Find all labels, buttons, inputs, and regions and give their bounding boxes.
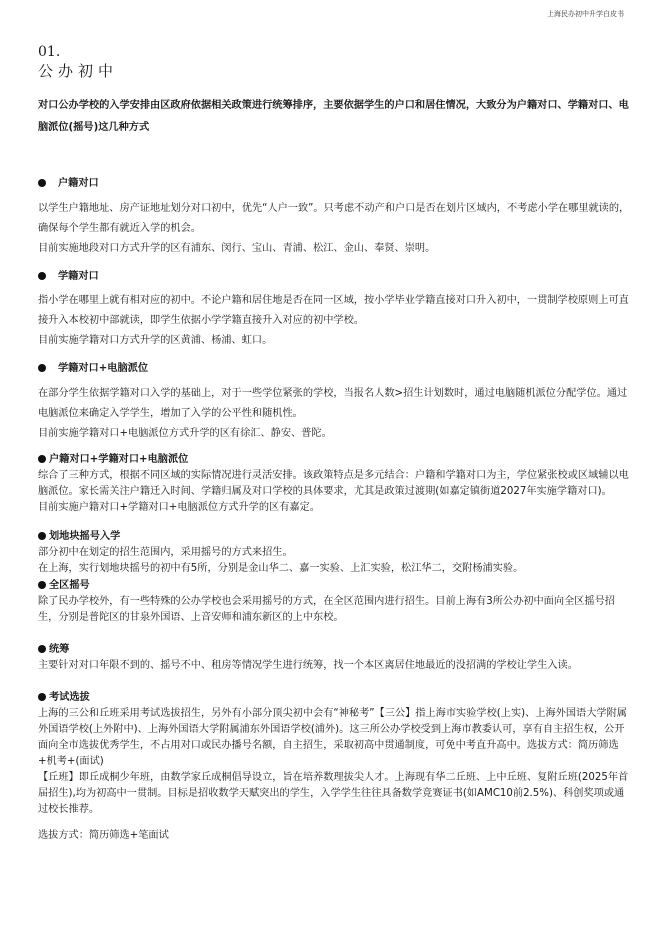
bullet-icon [38, 455, 46, 463]
category-district-lottery [38, 578, 633, 626]
category-paragraph: 部分初中在划定的招生范围内，采用摇号的方式来招生。 [38, 547, 293, 558]
category-coordination [38, 642, 633, 674]
category-hukou [38, 176, 633, 259]
section-title: 公办初中 [38, 62, 119, 80]
category-exam-selection [38, 690, 633, 844]
bullet-icon [38, 532, 46, 540]
header-note: 上海民办初中升学白皮书 [547, 10, 624, 18]
category-paragraph: 目前实施地段对口方式升学的区有浦东、闵行、宝山、青浦、松江、金山、奉贤、崇明。 [38, 243, 436, 254]
category-title: 学籍对口+电脑派位 [58, 363, 149, 374]
category-paragraph: 【丘班】即丘成桐少年班，由数学家丘成桐倡导设立，旨在培养数理拔尖人才。上海现有华二丘班、上中丘班、复附丘班(2025年首届招生),均为初高中一贯制。目标是招收数学天赋突出的学生，入学学生往往具备数学竞赛证书(如AMC10前2.5%)、科创奖项或通过校长推荐。 [38, 772, 629, 815]
selection-method: 选拔方式：简历筛选+笔面试 [38, 830, 169, 841]
section-number: 01. [38, 44, 61, 60]
category-xueji-paiwei [38, 361, 633, 444]
bullet-icon [38, 272, 46, 280]
category-xueji [38, 269, 633, 351]
category-title: 学籍对口 [58, 271, 99, 282]
document-page [38, 44, 633, 844]
category-title: 全区摇号 [49, 580, 90, 591]
category-paragraph: 指小学在哪里上就有相对应的初中。不论户籍和居住地是否在同一区域，按小学毕业学籍直接对口升入初中，一贯制学校原则上可直接升入本校初中部就读，即学生依据小学学籍直接升入对应的初中学校。 [38, 295, 629, 326]
category-paragraph: 以学生户籍地址、房产证地址划分对口初中，优先“人户一致”。只考虑不动产和户口是否在划片区域内，不考虑小学在哪里就读的，确保每个学生都有就近入学的机会。 [38, 203, 630, 234]
category-paragraph: 目前实施学籍对口+电脑派位方式升学的区有徐汇、静安、普陀。 [38, 428, 332, 439]
category-combined [38, 452, 633, 516]
category-paragraph: 综合了三种方式，根据不同区域的实际情况进行灵活安排。该政策特点是多元结合：户籍和学籍对口为主，学位紧张校或区域辅以电脑派位。家长需关注户籍迁入时间、学籍归属及对口学校的具体要求，尤其是政策过渡期(如嘉定镇街道2027年实施学籍对口)。 [38, 470, 629, 497]
category-title: 考试选拔 [49, 692, 90, 703]
bullet-icon [38, 179, 46, 187]
category-plot-lottery [38, 529, 633, 577]
category-paragraph: 在部分学生依据学籍对口入学的基础上，对于一些学位紧张的学校，当报名人数>招生计划数时，通过电脑随机派位分配学位。通过电脑派位来确定入学学生，增加了入学的公平性和随机性。 [38, 388, 628, 419]
bullet-icon [38, 693, 46, 701]
category-paragraph: 除了民办学校外，有一些特殊的公办学校也会采用摇号的方式，在全区范围内进行招生。目前上海有3所公办初中面向全区摇号招生，分别是普陀区的甘泉外国语、上音安师和浦东新区的上中东校。 [38, 596, 615, 623]
category-paragraph: 上海的三公和丘班采用考试选拔招生，另外有小部分顶尖初中会有“神秘考”【三公】指上海市实验学校(上实)、上海外国语大学附属外国语学校(上外附中)、上海外国语大学附属浦东外国语学校(浦外)。这三所公办学校受到上海市教委认可，享有自主招生权，公开面向全市选拔优秀学生，不占用对口或民办播号名额，自主招生，采取初高中贯通制度，可免中考直升高中。选拔方式：简历筛选+机考+(面试) [38, 708, 627, 767]
category-paragraph: 在上海，实行划地块摇号的初中有5所，分别是金山华二、嘉一实验、上汇实验，松江华二，交附杨浦实验。 [38, 563, 524, 574]
category-paragraph: 目前实施户籍对口+学籍对口+电脑派位方式升学的区有嘉定。 [38, 502, 320, 513]
bullet-icon [38, 364, 46, 372]
category-title: 统筹 [49, 644, 70, 655]
category-title: 划地块摇号入学 [49, 531, 121, 542]
category-paragraph: 主要针对对口年限不到的、摇号不中、租房等情况学生进行统筹，找一个本区离居住地最近的没招满的学校让学生入读。 [38, 660, 578, 671]
bullet-icon [38, 645, 46, 653]
category-paragraph: 目前实施学籍对口方式升学的区黄浦、杨浦、虹口。 [38, 335, 273, 346]
category-title: 户籍对口 [58, 178, 99, 189]
category-title: 户籍对口+学籍对口+电脑派位 [49, 454, 189, 465]
section-intro: 对口公办学校的入学安排由区政府依据相关政策进行统筹排序，主要依据学生的户口和居住情况，大致分为户籍对口、学籍对口、电脑派位(摇号)这几种方式 [38, 100, 629, 133]
bullet-icon [38, 581, 46, 589]
